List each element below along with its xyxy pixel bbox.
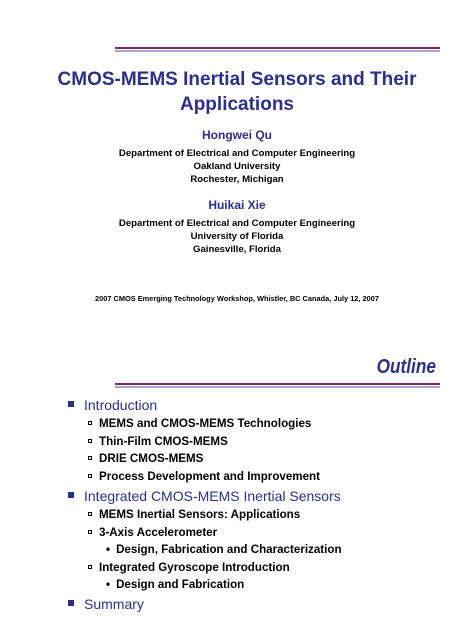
hollow-square-bullet-icon bbox=[88, 512, 92, 516]
affiliation-line: Department of Electrical and Computer Engineering bbox=[118, 218, 356, 229]
outline-subsubitem bbox=[106, 578, 244, 591]
hollow-square-bullet-icon bbox=[88, 530, 92, 534]
outline-subitem bbox=[88, 561, 290, 574]
outline-item-text: Integrated CMOS-MEMS Inertial Sensors bbox=[84, 488, 341, 504]
affiliation-line: Department of Electrical and Computer Engineering bbox=[118, 148, 356, 159]
outline-subitem bbox=[88, 526, 217, 539]
outline-subitem bbox=[88, 435, 228, 448]
outline-item-text: Introduction bbox=[84, 397, 158, 413]
outline-divider bbox=[115, 383, 440, 388]
author-affiliation bbox=[0, 147, 474, 186]
title-line-2: Applications bbox=[179, 94, 294, 115]
outline-subitem-text: 3-Axis Accelerometer bbox=[99, 526, 218, 539]
square-bullet-icon bbox=[68, 600, 74, 606]
affiliation-line: University of Florida bbox=[190, 231, 284, 242]
affiliation-line: Rochester, Michigan bbox=[190, 174, 284, 185]
author-affiliation bbox=[0, 217, 474, 256]
outline-subitem-text: DRIE CMOS-MEMS bbox=[99, 452, 204, 465]
author-name: Huikai Xie bbox=[208, 198, 266, 212]
outline-subitem bbox=[88, 452, 203, 465]
outline-heading: Outline bbox=[376, 356, 436, 378]
workshop-info: 2007 CMOS Emerging Technology Workshop, Whistler, BC Canada, July 12, 2007 bbox=[95, 294, 379, 303]
dot-bullet-icon: • bbox=[106, 578, 111, 591]
square-bullet-icon bbox=[68, 401, 74, 407]
affiliation-line: Oakland University bbox=[193, 161, 281, 172]
hollow-square-bullet-icon bbox=[88, 565, 92, 569]
outline-item-text: Summary bbox=[84, 596, 144, 612]
outline-subitem-text: Thin-Film CMOS-MEMS bbox=[99, 435, 228, 448]
slide-title bbox=[0, 67, 474, 117]
outline-subitem bbox=[88, 417, 311, 430]
hollow-square-bullet-icon bbox=[88, 439, 92, 443]
outline-item bbox=[68, 397, 157, 413]
dot-bullet-icon: • bbox=[106, 543, 111, 556]
outline-subitem-text: Process Development and Improvement bbox=[99, 470, 320, 483]
outline-subitem-text: MEMS and CMOS-MEMS Technologies bbox=[99, 417, 312, 430]
outline-subsubitem-text: Design, Fabrication and Characterization bbox=[116, 543, 342, 556]
outline-item bbox=[68, 488, 341, 504]
outline-subitem bbox=[88, 470, 320, 483]
title-line-1: CMOS-MEMS Inertial Sensors and Their bbox=[57, 69, 417, 90]
outline-subitem-text: MEMS Inertial Sensors: Applications bbox=[99, 508, 301, 521]
outline-subsubitem bbox=[106, 543, 342, 556]
author-name: Hongwei Qu bbox=[202, 128, 272, 142]
hollow-square-bullet-icon bbox=[88, 421, 92, 425]
outline-subitem bbox=[88, 508, 300, 521]
outline-subitem-text: Integrated Gyroscope Introduction bbox=[99, 561, 290, 574]
hollow-square-bullet-icon bbox=[88, 474, 92, 478]
hollow-square-bullet-icon bbox=[88, 456, 92, 460]
square-bullet-icon bbox=[68, 492, 74, 498]
affiliation-line: Gainesville, Florida bbox=[193, 244, 281, 255]
outline-item bbox=[68, 596, 144, 612]
outline-subsubitem-text: Design and Fabrication bbox=[116, 578, 245, 591]
top-divider bbox=[115, 47, 440, 52]
